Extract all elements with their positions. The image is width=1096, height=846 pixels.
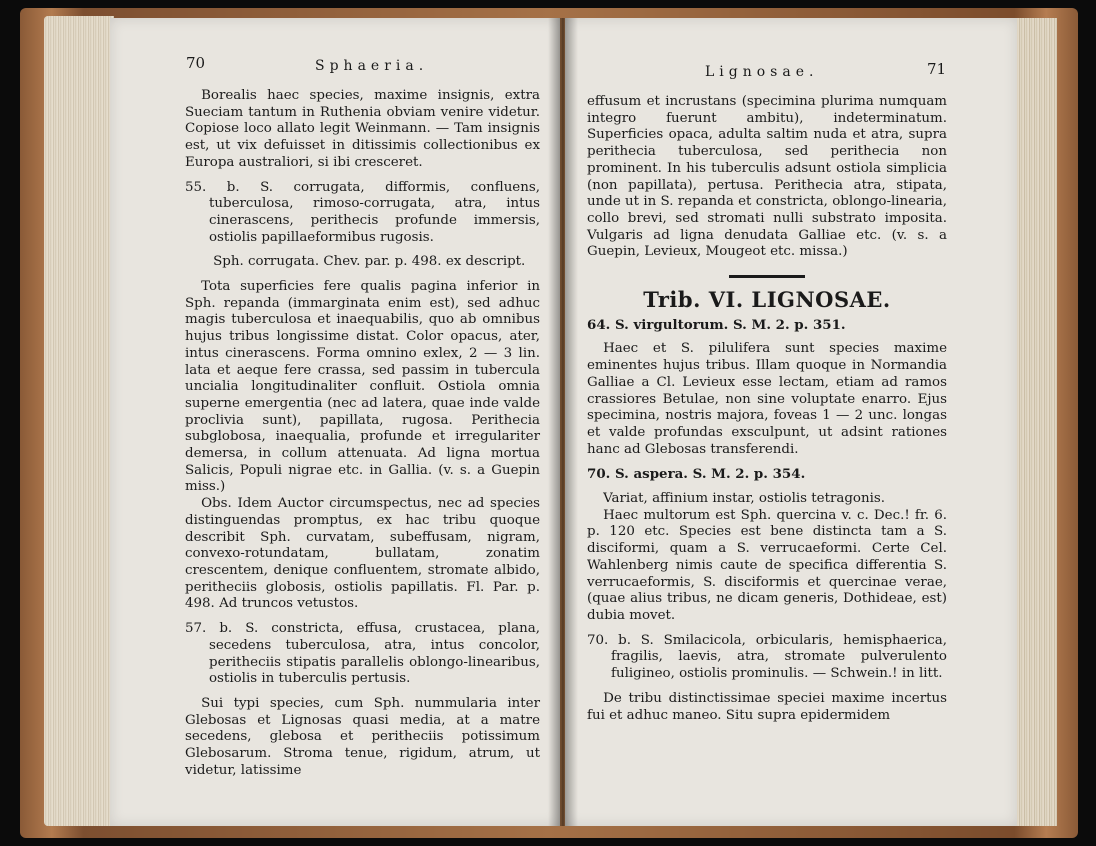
- tribe-heading: Trib. VI. LIGNOSAE.: [643, 287, 891, 313]
- paragraph: Haec et S. pilulifera sunt species maxime eminentes hujus tribus. Illam quoque in Normandia Galliae a Cl. Levieux esse lectam, etiam ad ramos crassiores Betulae, non sine voluptate enarro. Ejus specimina, nostris majora, foveas 1 — 2 unc. longas et valde profundas exsculpunt, ut adsint rationes hanc ad Glebosas transferendi.: [587, 341, 947, 457]
- left-page-number: 70: [186, 54, 206, 72]
- left-running-head: Sphaeria.: [315, 58, 429, 74]
- paragraph: Tota superficies fere qualis pagina inferior in Sph. repanda (immarginata enim est), sed adhuc magis tuberculosa et inaequabilis, quo ab omnibus hujus tribus longissime distat. Color opacus, ater, intus cinerascens. Forma omnino exlex, 2 — 3 lin. lata et aeque fere crassa, sed passim in tubercula uncialia longitudinaliter confluit. Ostiola omnia superne emergentia (nec ad latera, quae inde valde proclivia sunt), papillata, rugosa. Perithecia subglobosa, inaequalia, profunde et irregulariter demersa, in collum attenuata. Ad ligna mortua Salicis, Populi nigrae etc. in Gallia. (v. s. a Guepin miss.): [185, 279, 540, 495]
- right-running-head: Lignosae.: [705, 64, 819, 80]
- right-page: [565, 18, 1017, 826]
- page-edges-left: [44, 16, 114, 826]
- paragraph: De tribu distinctissimae speciei maxime incertus fui et adhuc maneo. Situ supra epidermidem: [587, 690, 947, 723]
- section-rule: [729, 275, 805, 278]
- species-heading: 64. S. virgultorum. S. M. 2. p. 351.: [587, 316, 846, 333]
- species-entry: 55. b. S. corrugata, difformis, confluens, tuberculosa, rimoso-corrugata, atra, intus cinerascens, perithecis profunde immersis, ostiolis papillaeformibus rugosis.: [185, 179, 540, 245]
- species-heading: 70. S. aspera. S. M. 2. p. 354.: [587, 466, 806, 483]
- page-edges-right: [1015, 18, 1057, 826]
- paragraph: Sui typi species, cum Sph. nummularia inter Glebosas et Lignosas quasi media, at a matre secedens, glebosa et peritheciis potissimum Glebosarum. Stroma tenue, rigidum, atrum, ut videtur, latissime: [185, 695, 540, 778]
- synonym-line: Sph. corrugata. Chev. par. p. 498. ex descript.: [213, 254, 526, 270]
- right-page-number: 71: [927, 60, 947, 78]
- paragraph: Variat, affinium instar, ostiolis tetragonis.: [603, 491, 886, 507]
- paragraph: Haec multorum est Sph. quercina v. c. Dec.! fr. 6. p. 120 etc. Species est bene distincta tam a S. disciformi, quam a S. verrucaeformi. Certe Cel. Wahlenberg nimis caute de specifica differentia S. verrucaeformis, S. disciformis et quercinae verae, (quae alius tribus, ne dicam generis, Dothideae, est) dubia movet.: [587, 507, 947, 623]
- species-entry: 57. b. S. constricta, effusa, crustacea, plana, secedens tuberculosa, atra, intus concolor, peritheciis stipatis parallelis oblongo-linearibus, ostiolis in tuberculis pertusis.: [185, 621, 540, 687]
- observation-paragraph: Obs. Idem Auctor circumspectus, nec ad species distinguendas promptus, ex hac tribu quoque describit Sph. curvatam, subeffusam, nigram, convexo-rotundatam, bullatam, zonatim crescentem, denique confluentem, stromate albido, peritheciis globosis, ostiolis papillatis. Fl. Par. p. 498. Ad truncos vetustos.: [185, 496, 540, 612]
- paragraph: effusum et incrustans (specimina plurima numquam integro fuerunt ambitu), indeterminatum. Superficies opaca, adulta saltim nuda et atra, supra perithecia tuberculosa, sed perithecia non prominent. In his tuberculis adsunt ostiola simplicia (non papillata), pertusa. Perithecia atra, stipata, unde ut in S. repanda et constricta, oblongo-linearia, collo brevi, sed stromati nulli substrato imposita. Vulgaris ad ligna denudata Galliae etc. (v. s. a Guepin, Levieux, Mougeot etc. missa.): [587, 94, 947, 260]
- species-entry: 70. b. S. Smilacicola, orbicularis, hemisphaerica, fragilis, laevis, atra, stromate pulverulento fuligineo, ostiolis prominulis. — Schwein.! in litt.: [587, 632, 947, 682]
- right-body-text: [587, 94, 947, 724]
- left-body-text: [185, 88, 540, 779]
- paragraph: Borealis haec species, maxime insignis, extra Sueciam tantum in Ruthenia obviam venire videtur. Copiose loco allato legit Weinmann. — Tam insignis est, ut vix defuisset in ditissimis collectionibus ex Europa australiori, si ibi cresceret.: [185, 88, 540, 170]
- left-page: [110, 18, 560, 826]
